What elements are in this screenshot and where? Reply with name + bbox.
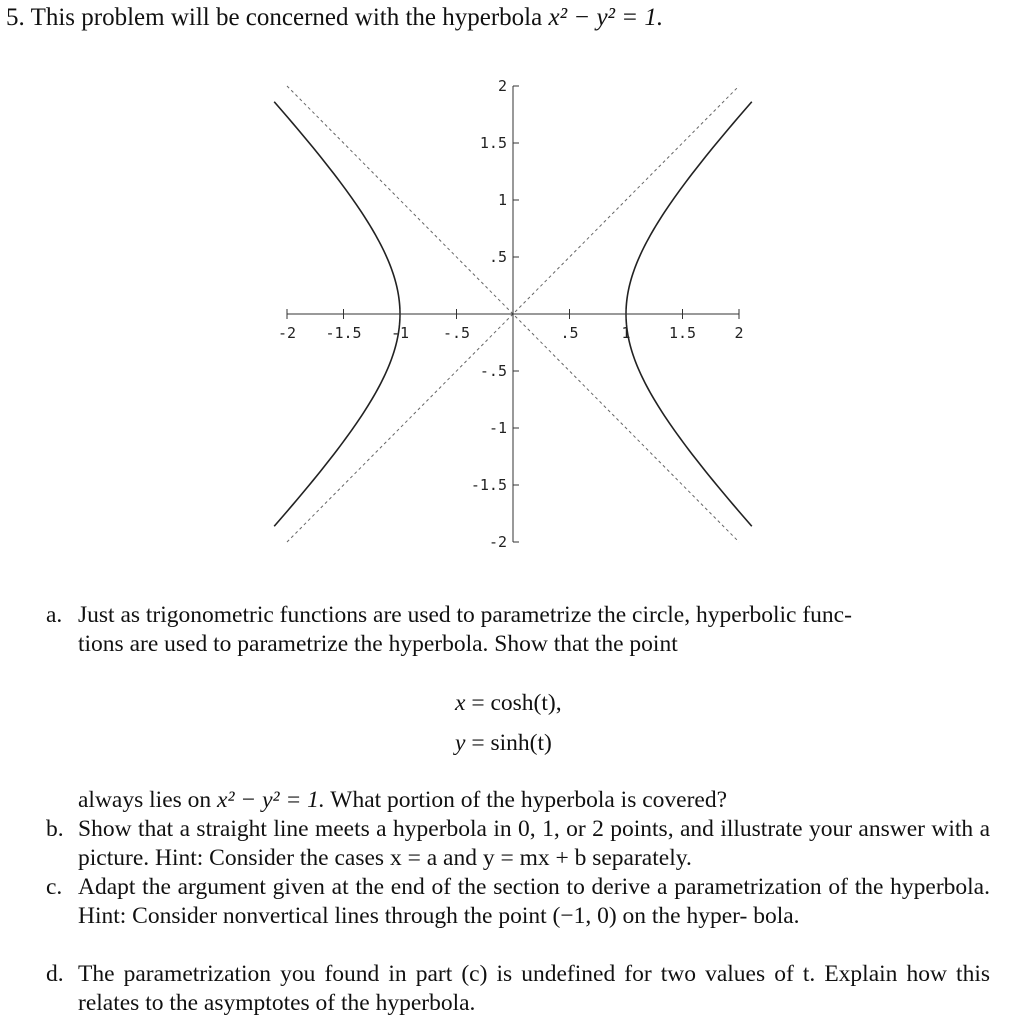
x-tick-label: 1	[621, 324, 631, 342]
part-c-text: Adapt the argument given at the end of the section to derive a parametrization of the hyperbola. Hint: Consider nonvertical lines through the point (−1, 0) on the hyper- bola.	[78, 874, 990, 929]
equation-y-lhs: y	[455, 730, 466, 756]
equation-x-lhs: x	[455, 690, 466, 716]
part-a-after-pre: always lies on	[78, 787, 212, 813]
part-a-label: a.	[46, 602, 63, 628]
part-d-text: The parametrization you found in part (c) is undefined for two values of t. Explain how this relates to the asymptotes of the hyperbola.	[78, 961, 990, 1016]
x-tick-label: -1.5	[325, 324, 362, 342]
x-tick-label: -2	[277, 324, 297, 342]
equation-x	[455, 688, 562, 718]
part-a-after-post: What portion of the hyperbola is covered?	[330, 787, 728, 813]
y-tick-label: -.5	[479, 362, 507, 380]
part-b-text: Show that a straight line meets a hyperbola in 0, 1, or 2 points, and illustrate your answer with a picture. Hint: Consider the cases x = a and y = mx + b separately.	[78, 816, 990, 871]
y-tick-label: -1	[488, 419, 507, 437]
x-tick-label: 2	[734, 324, 744, 342]
part-b-label: b.	[46, 816, 64, 842]
x-tick-label: .5	[560, 324, 579, 342]
y-tick-label: 1	[497, 191, 507, 209]
x-tick-label: -.5	[442, 324, 471, 342]
y-tick-label: -1.5	[470, 476, 507, 494]
part-a-continuation	[78, 786, 727, 815]
y-tick-label: -2	[488, 533, 507, 551]
equation-y-rhs: = sinh(t)	[471, 730, 552, 756]
problem-equation: x² − y² = 1.	[548, 4, 664, 31]
part-a-line2: tions are used to parametrize the hyperbola. Show that the point	[78, 631, 678, 657]
y-tick-label: 1.5	[479, 134, 507, 152]
x-tick-label: 1.5	[668, 324, 697, 342]
equation-y	[455, 728, 552, 758]
problem-intro: This problem will be concerned with the hyperbola	[30, 4, 543, 31]
part-a-after-eq: x² − y² = 1.	[217, 787, 325, 813]
part-d-label: d.	[46, 961, 64, 987]
x-tick-label: -1	[390, 324, 410, 342]
problem-number: 5.	[6, 4, 25, 31]
y-tick-label: 2	[497, 77, 507, 95]
part-a-line1: Just as trigonometric functions are used to parametrize the circle, hyperbolic func-	[78, 602, 852, 628]
part-c-label: c.	[46, 874, 63, 900]
equation-x-rhs: = cosh(t),	[471, 690, 562, 716]
y-tick-label: .5	[488, 248, 507, 266]
